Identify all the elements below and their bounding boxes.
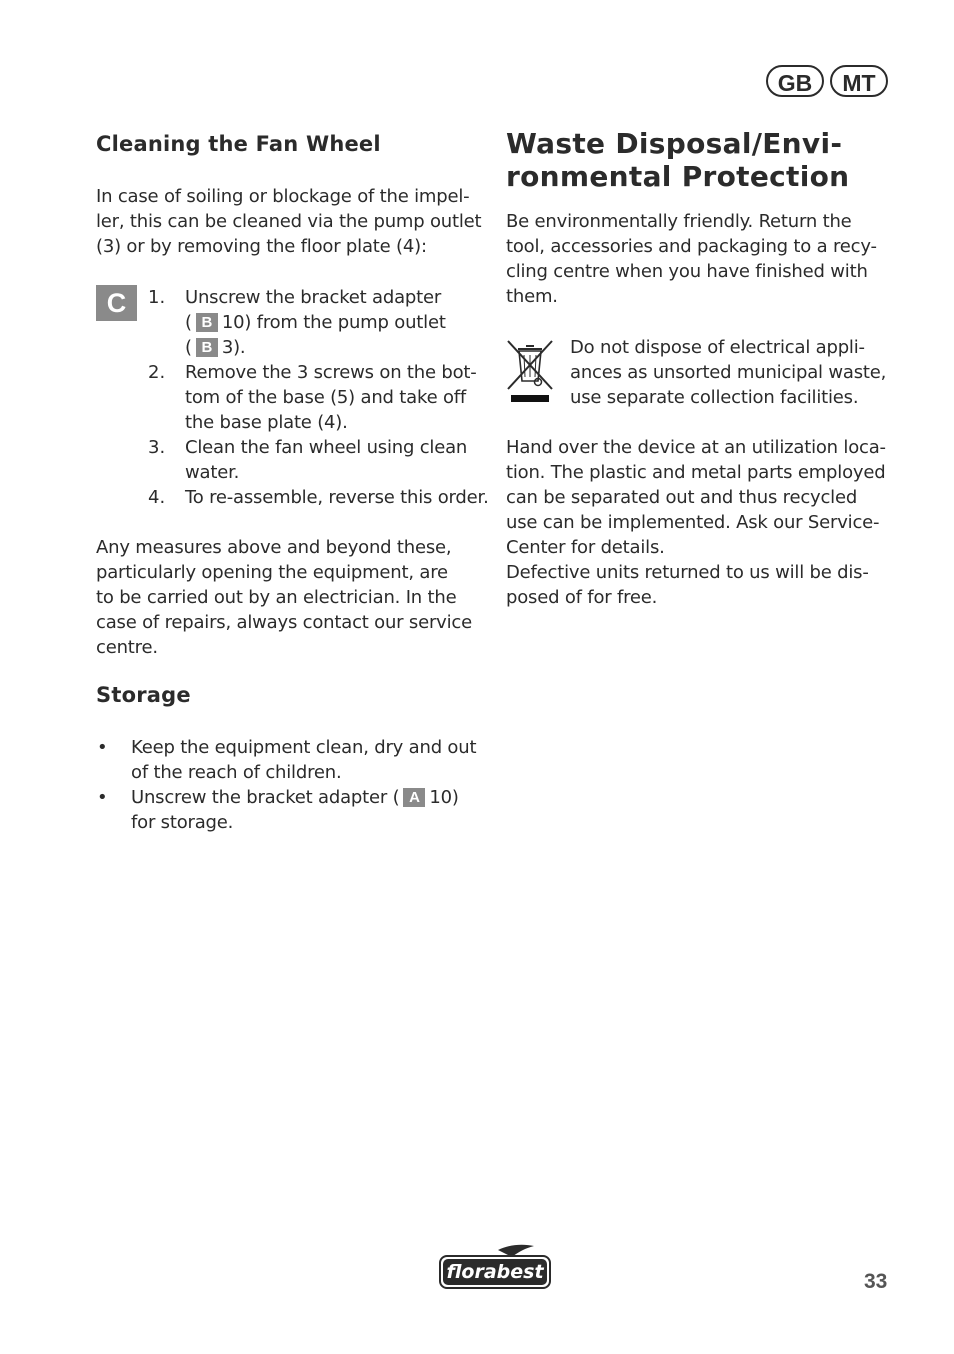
step-1-text <box>185 285 446 360</box>
text-line: use can be implemented. Ask our Service- <box>506 512 880 533</box>
page-number: 33 <box>864 1270 888 1293</box>
language-badge-gb: GB <box>766 65 824 97</box>
section-title-waste-disposal <box>506 127 849 193</box>
text-line: can be separated out and thus recycled <box>506 487 858 508</box>
title-line: ronmental Protection <box>506 160 850 193</box>
text-line: to be carried out by an electrician. In the <box>96 587 457 608</box>
paren: ( <box>185 312 192 333</box>
bullet: • <box>97 787 108 808</box>
step-2-text <box>185 360 477 435</box>
text-line: tool, accessories and packaging to a recy- <box>506 236 877 257</box>
text-line: for storage. <box>131 812 234 833</box>
paren: ( <box>185 337 192 358</box>
text-line: use separate collection facilities. <box>570 387 859 408</box>
text-line: In case of soiling or blockage of the impel- <box>96 186 470 207</box>
crossed-out-wheelie-bin-icon <box>504 338 556 406</box>
text-line: ler, this can be cleaned via the pump outlet <box>96 211 482 232</box>
text-fragment: Unscrew the bracket adapter ( <box>131 787 400 808</box>
text-line <box>131 785 459 810</box>
text-line: Do not dispose of electrical appli- <box>570 337 865 358</box>
figure-reference-badge-c: C <box>96 285 137 321</box>
text-line: tion. The plastic and metal parts employed <box>506 462 886 483</box>
text-line: water. <box>185 462 240 483</box>
text-line: tom of the base (5) and take off <box>185 387 467 408</box>
text-fragment: 10) <box>429 787 459 808</box>
text-fragment: 10) from the pump outlet <box>221 312 446 333</box>
text-line: posed of for free. <box>506 587 658 608</box>
text-line: Clean the fan wheel using clean <box>185 437 468 458</box>
text-line: (3) or by removing the floor plate (4): <box>96 236 427 257</box>
text-line: ances as unsorted municipal waste, <box>570 362 887 383</box>
figure-badge-a: A <box>403 788 425 807</box>
florabest-logo <box>438 1244 552 1290</box>
fan-intro-paragraph <box>96 184 481 259</box>
text-line: Remove the 3 screws on the bot- <box>185 362 477 383</box>
text-line: particularly opening the equipment, are <box>96 562 448 583</box>
step-3-text <box>185 435 467 485</box>
text-line: the base plate (4). <box>185 412 348 433</box>
text-line: Be environmentally friendly. Return the <box>506 211 852 232</box>
text-line: Defective units returned to us will be dis- <box>506 562 869 583</box>
figure-badge-b: B <box>196 313 218 332</box>
text-line: cling centre when you have finished with <box>506 261 868 282</box>
text-line: them. <box>506 286 558 307</box>
figure-badge-b: B <box>196 338 218 357</box>
step-number: 2. <box>148 362 166 383</box>
storage-bullet-2 <box>131 785 459 835</box>
text-line: To re-assemble, reverse this order. <box>185 487 489 508</box>
weee-notice <box>570 335 886 410</box>
text-line: of the reach of children. <box>131 762 342 783</box>
title-line: Waste Disposal/Envi- <box>506 127 843 160</box>
text-line: Keep the equipment clean, dry and out <box>131 737 477 758</box>
section-title-storage: Storage <box>96 683 191 707</box>
text-line <box>185 335 446 360</box>
language-badge-mt: MT <box>830 65 888 97</box>
step-number: 1. <box>148 287 166 308</box>
text-fragment: 3). <box>221 337 246 358</box>
text-line: Hand over the device at an utilization loca- <box>506 437 886 458</box>
text-line: Center for details. <box>506 537 665 558</box>
step-number: 4. <box>148 487 166 508</box>
handover-paragraph <box>506 435 886 610</box>
environment-paragraph <box>506 209 877 309</box>
measures-paragraph <box>96 535 472 660</box>
storage-bullet-1 <box>131 735 476 785</box>
text-line: case of repairs, always contact our service <box>96 612 472 633</box>
bullet: • <box>97 737 108 758</box>
text-line <box>185 310 446 335</box>
section-title-cleaning-fan-wheel: Cleaning the Fan Wheel <box>96 132 381 156</box>
logo-text: florabest <box>446 1261 544 1283</box>
text-line: centre. <box>96 637 158 658</box>
step-number: 3. <box>148 437 166 458</box>
text-line: Any measures above and beyond these, <box>96 537 452 558</box>
text-line: Unscrew the bracket adapter <box>185 287 442 308</box>
step-4-text <box>185 485 489 510</box>
